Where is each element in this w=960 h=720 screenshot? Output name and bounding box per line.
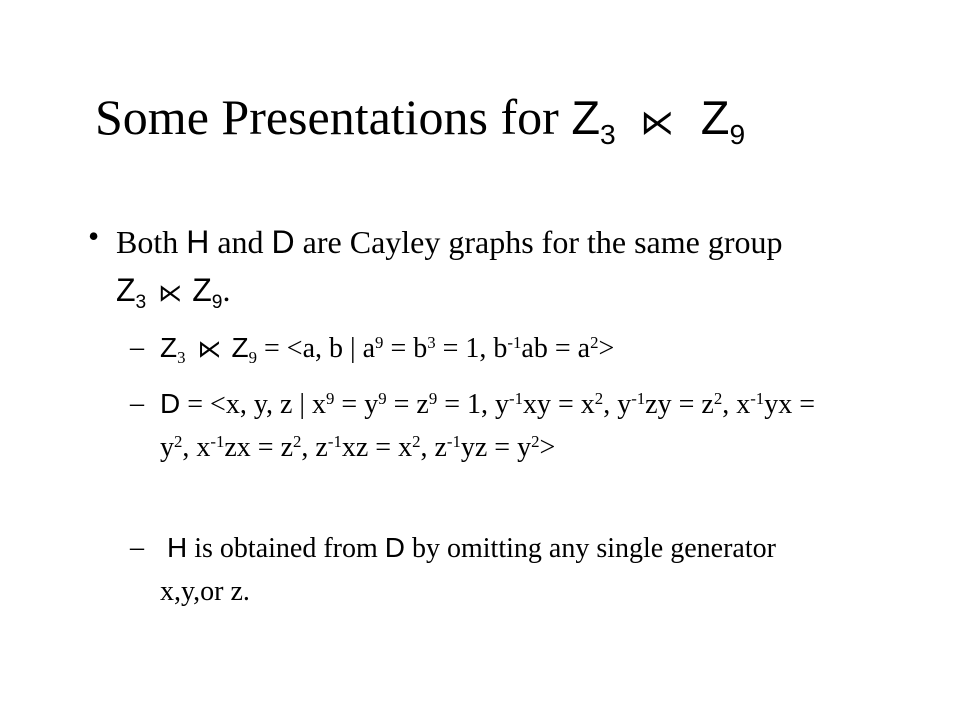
graph-d-label: D [271,224,295,260]
title-group-z9: $Z_9$ [700,91,746,150]
graph-h-label: H [186,224,210,260]
subitem-text: H is obtained from D by omitting any single generator x,y,or z. [160,532,776,607]
group-z3: $Z_3$ [116,272,147,313]
subitem-marker: – [130,532,144,563]
title-text: Some Presentations for [95,89,559,145]
bullet-marker: • [88,218,100,254]
subitem-text: $Z_3$ ⋉ $Z_9 = <a$, b | $a^9 = b^3 = 1$, $b^{-1}ab = a^2>$ [160,332,615,367]
subitem-group-presentation [130,326,830,371]
bullet-point [88,218,868,317]
semidirect-product-symbol: ⋉ [197,335,222,363]
title-group-z3: $Z_3$ [571,91,616,150]
semidirect-product-symbol: ⋉ [158,279,183,307]
subitem-d-presentation [130,382,830,469]
group-z9: $Z_9$ [192,272,223,313]
slide-title [95,88,746,150]
semidirect-product-symbol: ⋉ [640,103,675,143]
subitem-h-description [130,526,830,613]
graph-h-label: H [167,532,188,563]
bullet-text: Both H and D are Cayley graphs for the same group $Z_3$ ⋉ $Z_9$. [116,224,783,313]
graph-d-label: D [384,532,405,563]
subitem-marker: – [130,332,144,363]
subitem-text: D = <x, y, z | $x^9 = y^9 = z^9 = 1$, $y^{-1}xy = x^2$, $y^{-1}zy = z^2$, $x^{-1}yx = y^2$, $x^{-1}zx = z^2$, $z^{-1}xz = x^2$, $z^{-1}yz = y^2>$ [160,388,815,463]
subitem-marker: – [130,388,144,419]
